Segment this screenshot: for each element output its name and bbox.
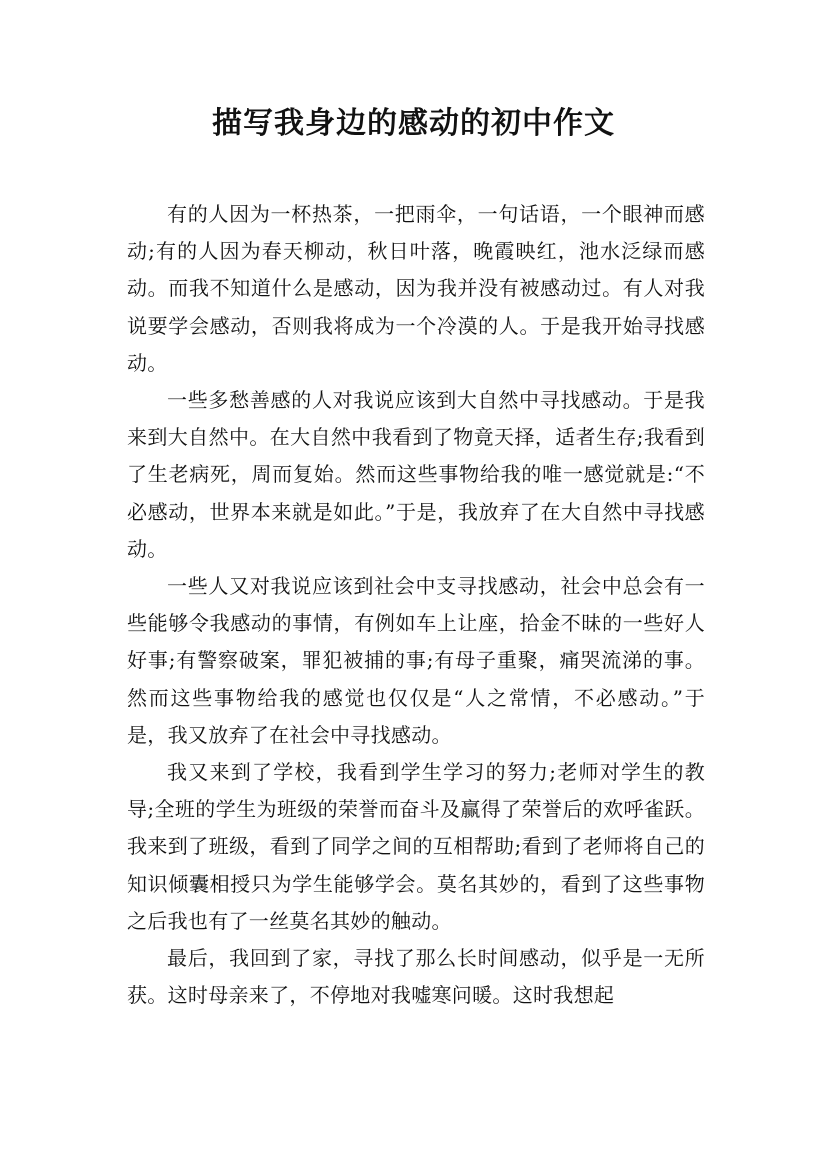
paragraph-5: 最后，我回到了家，寻找了那么长时间感动，似乎是一无所获。这时母亲来了，不停地对我嘘寒问暖。这时我想起 [127,946,705,1008]
paragraph-2: 一些多愁善感的人对我说应该到大自然中寻找感动。于是我来到大自然中。在大自然中我看到了物竟天择，适者生存;我看到了生老病死，周而复始。然而这些事物给我的唯一感觉就是:“不必感动，世界本来就是如此。”于是，我放弃了在大自然中寻找感动。 [127,388,705,561]
paragraph-3: 一些人又对我说应该到社会中支寻找感动，社会中总会有一些能够令我感动的事情，有例如车上让座，拾金不昧的一些好人好事;有警察破案，罪犯被捕的事;有母子重聚，痛哭流涕的事。然而这些事物给我的感觉也仅仅是“人之常情，不必感动。”于是，我又放弃了在社会中寻找感动。 [127,574,705,747]
paragraph-1: 有的人因为一杯热茶，一把雨伞，一句话语，一个眼神而感动;有的人因为春天柳动，秋日叶落，晚霞映红，池水泛绿而感动。而我不知道什么是感动，因为我并没有被感动过。有人对我说要学会感动，否则我将成为一个冷漠的人。于是我开始寻找感动。 [127,202,705,375]
document-body [127,196,705,1014]
document-title: 描写我身边的感动的初中作文 [212,106,615,141]
paragraph-4: 我又来到了学校，我看到学生学习的努力;老师对学生的教导;全班的学生为班级的荣誉而奋斗及赢得了荣誉后的欢呼雀跃。我来到了班级，看到了同学之间的互相帮助;看到了老师将自己的知识倾囊相授只为学生能够学会。莫名其妙的，看到了这些事物之后我也有了一丝莫名其妙的触动。 [127,760,705,933]
